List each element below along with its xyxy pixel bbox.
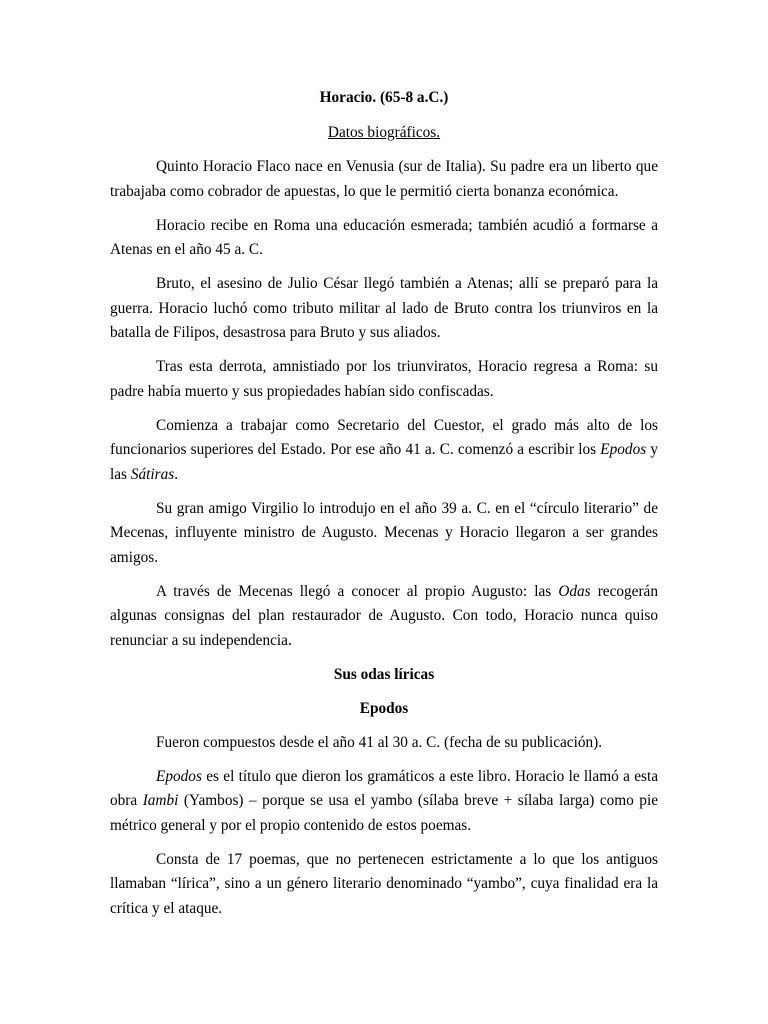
paragraph: Tras esta derrota, amnistiado por los triunviratos, Horacio regresa a Roma: su padre había muerto y sus propiedades habían sido confiscadas.	[110, 358, 658, 400]
italic-title: Sátiras	[130, 465, 175, 483]
paragraph: Quinto Horacio Flaco nace en Venusia (sur de Italia). Su padre era un liberto que trabajaba como cobrador de apuestas, lo que le permitió cierta bonanza económica.	[110, 158, 658, 200]
italic-title: Epodos	[156, 767, 202, 785]
italic-title: Odas	[558, 582, 591, 600]
paragraph: Consta de 17 poemas, que no pertenecen estrictamente a lo que los antiguos llamaban “lírica”, sino a un género literario denominado “yambo”, cuya finalidad era la crítica y el ataque.	[110, 850, 658, 917]
italic-title: Epodos	[600, 441, 647, 458]
epodos-paragraphs	[110, 731, 658, 922]
page-subtitle: Datos biográficos.	[327, 123, 441, 141]
page-title: Horacio. (65-8 a.C.)	[319, 89, 449, 106]
paragraph: Bruto, el asesino de Julio César llegó también a Atenas; allí se preparó para la guerra. Horacio luchó como tributo militar al lado de Bruto contra los triunviros en la batalla de Filipos, desastrosa para Bruto y sus aliados.	[110, 275, 658, 341]
subsection-heading: Epodos	[359, 699, 409, 717]
document-body	[110, 86, 658, 931]
paragraph: Su gran amigo Virgilio lo introdujo en el año 39 a. C. en el “círculo literario” de Mecenas, influyente ministro de Augusto. Mecenas y Horacio llegaron a ser grandes amigos.	[110, 499, 658, 566]
biography-paragraphs	[110, 155, 658, 653]
paragraph: A través de Mecenas llegó a conocer al propio Augusto: las Odas recogerán algunas consignas del plan restaurador de Augusto. Con todo, Horacio nunca quiso renunciar a su independencia.	[110, 582, 658, 649]
paragraph: Epodos es el título que dieron los gramáticos a este libro. Horacio le llamó a esta obra Iambi (Yambos) – porque se usa el yambo (sílaba breve + sílaba larga) como pie métrico general y por el propio contenido de estos poemas.	[110, 767, 658, 834]
section-heading: Sus odas líricas	[333, 665, 435, 683]
italic-title: Iambi	[142, 792, 179, 809]
paragraph: Fueron compuestos desde el año 41 al 30 a. C. (fecha de su publicación).	[156, 733, 603, 751]
paragraph: Horacio recibe en Roma una educación esmerada; también acudió a formarse a Atenas en el año 45 a. C.	[110, 216, 658, 258]
paragraph: Comienza a trabajar como Secretario del Cuestor, el grado más alto de los funcionarios superiores del Estado. Por ese año 41 a. C. comenzó a escribir los Epodos y las Sátiras.	[110, 416, 658, 483]
